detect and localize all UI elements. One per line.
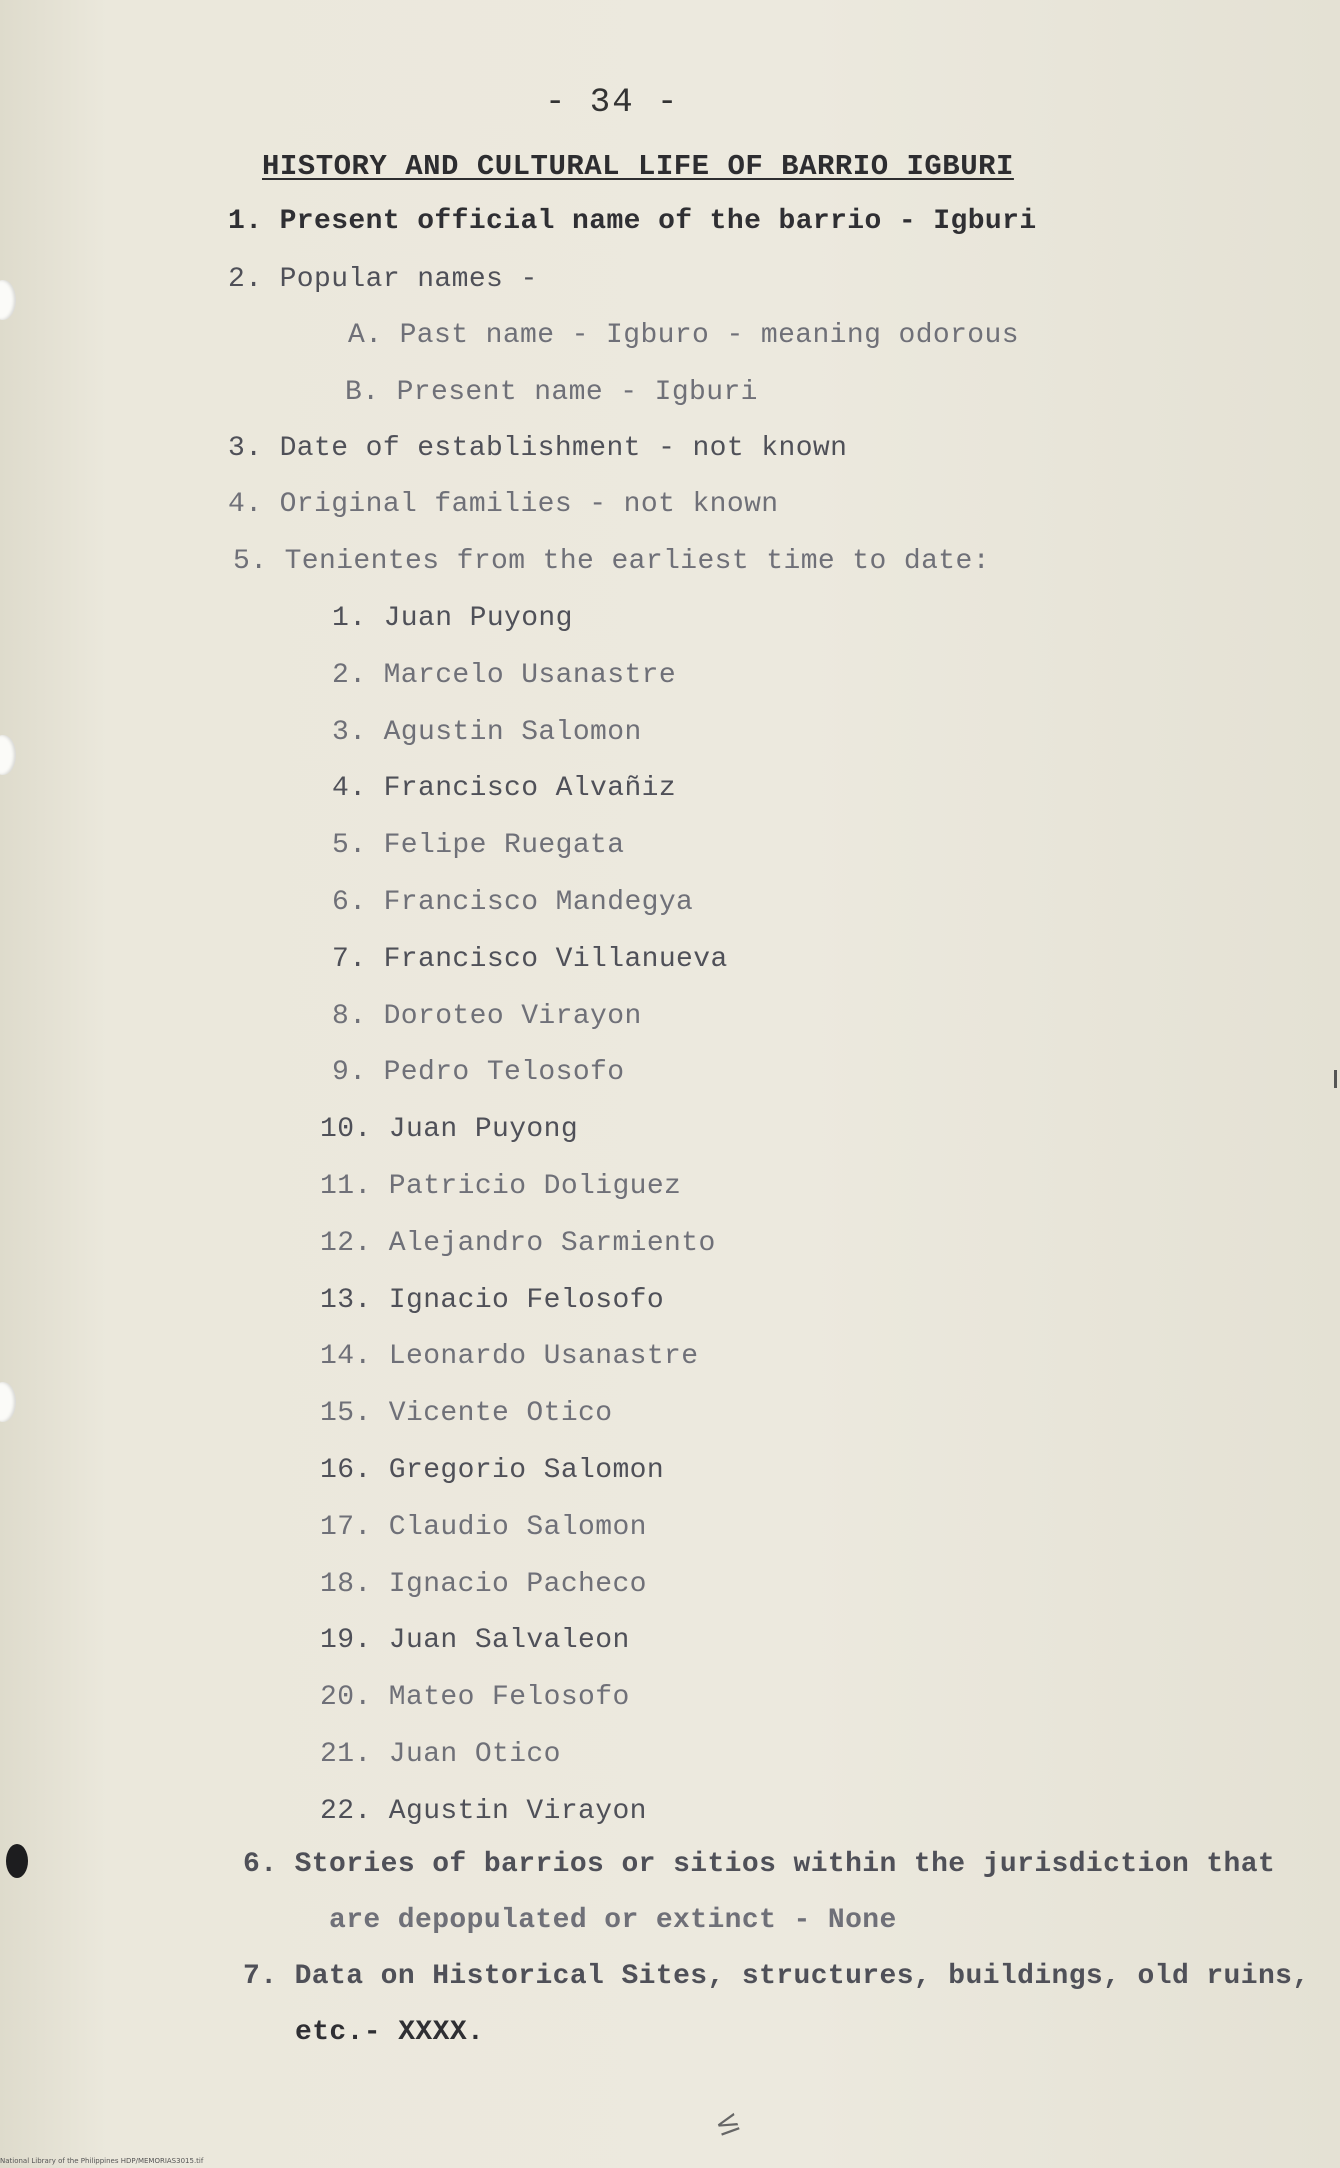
item-stories-line1: 6. Stories of barrios or sitios within the jurisdiction that <box>243 1849 1276 1880</box>
item-date-established: 3. Date of establishment - not known <box>228 433 848 464</box>
teniente-list-item: 16. Gregorio Salomon <box>320 1455 665 1486</box>
teniente-list-item: 14. Leonardo Usanastre <box>320 1341 699 1373</box>
teniente-list-item: 2. Marcelo Usanastre <box>332 659 677 691</box>
teniente-list-item: 4. Francisco Alvañiz <box>332 773 677 805</box>
scan-footer: National Library of the Philippines HDP/MEMORIAS3015.tif <box>0 2157 204 2165</box>
teniente-list-item: 3. Agustin Salomon <box>332 716 642 748</box>
item-original-families: 4. Original families - not known <box>228 489 779 520</box>
teniente-list-item: 10. Juan Puyong <box>320 1114 579 1146</box>
teniente-list-item: 13. Ignacio Felosofo <box>320 1284 665 1316</box>
teniente-list-item: 21. Juan Otico <box>320 1739 561 1770</box>
teniente-list-item: 1. Juan Puyong <box>332 603 573 634</box>
teniente-list-item: 5. Felipe Ruegata <box>332 830 625 862</box>
item-historical-sites-line1: 7. Data on Historical Sites, structures, buildings, old ruins, <box>243 1961 1310 1992</box>
teniente-list-item: 7. Francisco Villanueva <box>332 943 728 975</box>
punch-hole <box>0 1382 16 1422</box>
item-tenientes-heading: 5. Tenientes from the earliest time to date: <box>233 546 990 577</box>
item-stories-line2: are depopulated or extinct - None <box>329 1905 897 1936</box>
item-historical-sites-line2: etc.- XXXX. <box>295 2017 485 2048</box>
teniente-list-item: 12. Alejandro Sarmiento <box>320 1227 716 1259</box>
teniente-list-item: 17. Claudio Salomon <box>320 1511 647 1543</box>
punch-hole <box>0 280 16 320</box>
teniente-list-item: 20. Mateo Felosofo <box>320 1682 630 1714</box>
teniente-list-item: 6. Francisco Mandegya <box>332 887 694 918</box>
item-present-name: B. Present name - Igburi <box>345 377 758 408</box>
page-number: - 34 - <box>545 84 680 122</box>
edge-mark <box>1334 1070 1337 1088</box>
teniente-list-item: 11. Patricio Doliguez <box>320 1171 682 1202</box>
teniente-list-item: 9. Pedro Telosofo <box>332 1057 625 1089</box>
punch-hole <box>0 735 16 775</box>
item-official-name: 1. Present official name of the barrio - Igburi <box>228 206 1037 237</box>
teniente-list-item: 15. Vicente Otico <box>320 1398 613 1430</box>
handwritten-mark: ≤ <box>709 2102 746 2145</box>
teniente-list-item: 18. Ignacio Pacheco <box>320 1568 647 1600</box>
teniente-list-item: 19. Juan Salvaleon <box>320 1625 630 1657</box>
item-popular-names: 2. Popular names - <box>228 264 538 295</box>
ink-blot <box>6 1844 28 1878</box>
teniente-list-item: 22. Agustin Virayon <box>320 1795 647 1827</box>
teniente-list-item: 8. Doroteo Virayon <box>332 1000 642 1032</box>
item-past-name: A. Past name - Igburo - meaning odorous <box>348 320 1019 351</box>
document-title: HISTORY AND CULTURAL LIFE OF BARRIO IGBURI <box>262 150 1014 183</box>
